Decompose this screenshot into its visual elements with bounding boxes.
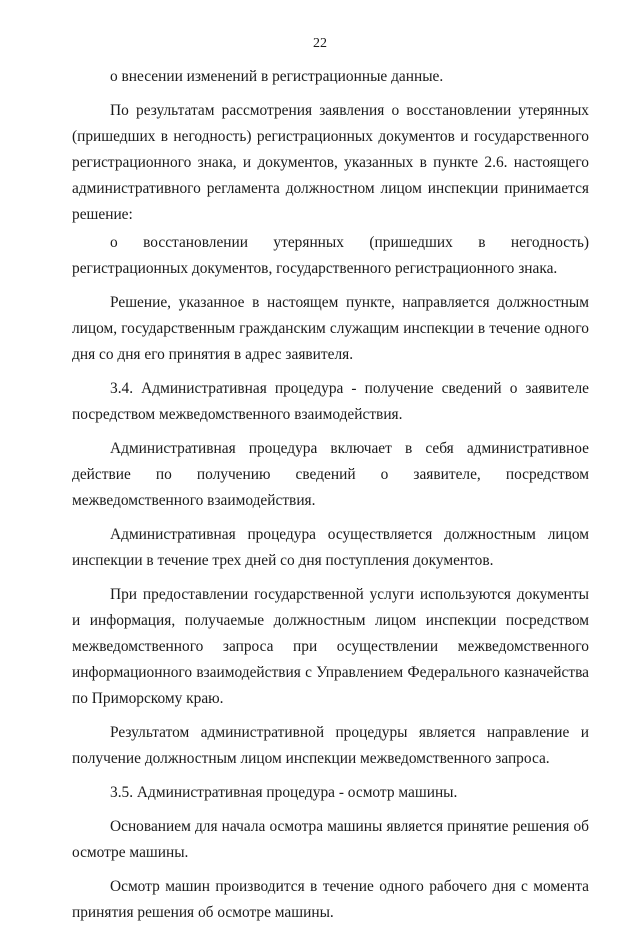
paragraph-procedure-timing: Административная процедура осуществляется должностным лицом инспекции в течение трех дней со дня поступления документов. [72, 526, 589, 569]
section-heading-3-4: 3.4. Административная процедура - получение сведений о заявителе посредством межведомственного взаимодействия. [72, 380, 589, 423]
paragraph-procedure-result: Результатом административной процедуры является направление и получение должностным лицом инспекции межведомственного запроса. [72, 724, 589, 767]
section-heading-3-5: 3.5. Административная процедура - осмотр машины. [110, 784, 458, 801]
paragraph-registration-changes: о внесении изменений в регистрационные данные. [110, 68, 444, 85]
paragraph-inspection-timing: Осмотр машин производится в течение одного рабочего дня с момента принятия решения об осмотре машины. [72, 878, 589, 921]
document-body [72, 64, 589, 928]
paragraph-restoration-item: о восстановлении утерянных (пришедших в негодность) регистрационных документов, государственного регистрационного знака. [72, 234, 589, 277]
paragraph-procedure-includes: Административная процедура включает в себя административное действие по получению сведений о заявителе, посредством межведомственного взаимодействия. [72, 440, 589, 509]
paragraph-decision-sending: Решение, указанное в настоящем пункте, направляется должностным лицом, государственным гражданским служащим инспекции в течение одного дня со дня его принятия в адрес заявителя. [72, 294, 589, 363]
paragraph-interagency-request: При предоставлении государственной услуги используются документы и информация, получаемые должностным лицом инспекции посредством межведомственного запроса при осуществлении межведомственного информационного взаимодействия с Управлением Федерального казначейства по Приморскому краю. [72, 586, 589, 707]
paragraph-inspection-basis: Основанием для начала осмотра машины является принятие решения об осмотре машины. [72, 818, 589, 861]
paragraph-restoration-decision: По результатам рассмотрения заявления о восстановлении утерянных (пришедших в негодность) регистрационных документов и государственного регистрационного знака, и документов, указанных в пункте 2.6. настоящего административного регламента должностном лицом инспекции принимается решение: [72, 102, 589, 223]
page-number: 22 [313, 36, 327, 51]
